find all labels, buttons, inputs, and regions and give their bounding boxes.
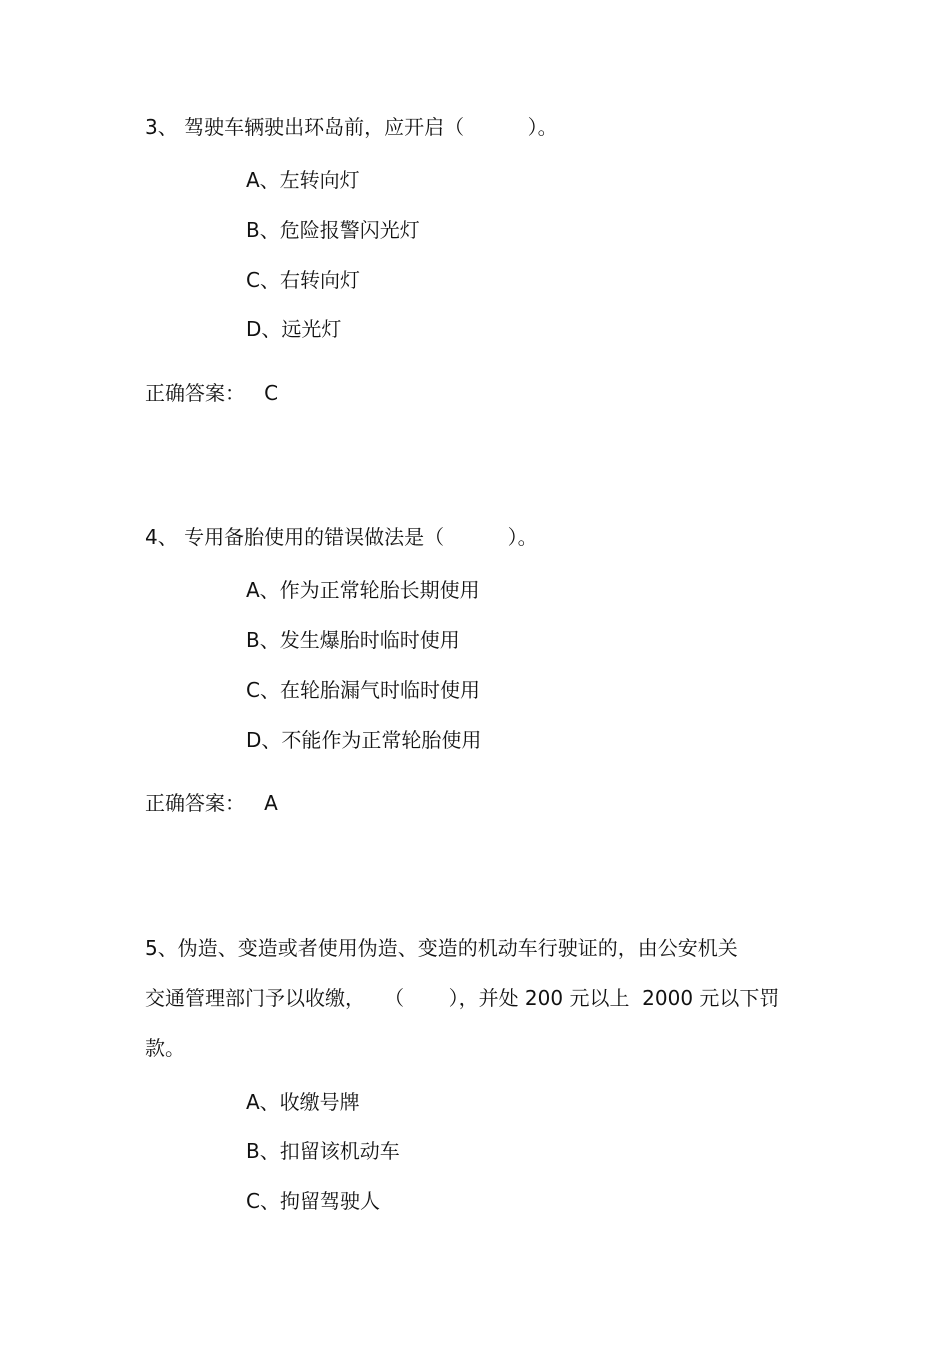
question-4-option-c: C、在轮胎漏气时临时使用 [246, 678, 480, 702]
question-3-option-b: B、危险报警闪光灯 [246, 218, 420, 242]
question-3-option-a: A、左转向灯 [246, 168, 360, 192]
question-5-stem-line-3: 款。 [145, 1036, 185, 1060]
question-3-answer: 正确答案： C [145, 381, 279, 405]
question-5-option-c: C、拘留驾驶人 [246, 1189, 380, 1213]
question-5-stem-line-1: 5、伪造、变造或者使用伪造、变造的机动车行驶证的，由公安机关 [145, 936, 738, 960]
question-3-option-d: D、远光灯 [246, 317, 342, 341]
question-3-option-c: C、右转向灯 [246, 268, 360, 292]
question-4-option-b: B、发生爆胎时临时使用 [246, 628, 460, 652]
question-5-stem-line-2: 交通管理部门予以收缴， （ ），并处 200 元以上 2000 元以下罚 [145, 986, 780, 1010]
question-3-stem: 3、 驾驶车辆驶出环岛前，应开启（ ）。 [145, 115, 558, 139]
question-4-option-d: D、不能作为正常轮胎使用 [246, 728, 482, 752]
question-5-option-a: A、收缴号牌 [246, 1090, 360, 1114]
question-4-stem: 4、 专用备胎使用的错误做法是（ ）。 [145, 525, 538, 549]
question-4-option-a: A、作为正常轮胎长期使用 [246, 578, 480, 602]
question-5-option-b: B、扣留该机动车 [246, 1139, 400, 1163]
question-4-answer: 正确答案： A [145, 791, 278, 815]
